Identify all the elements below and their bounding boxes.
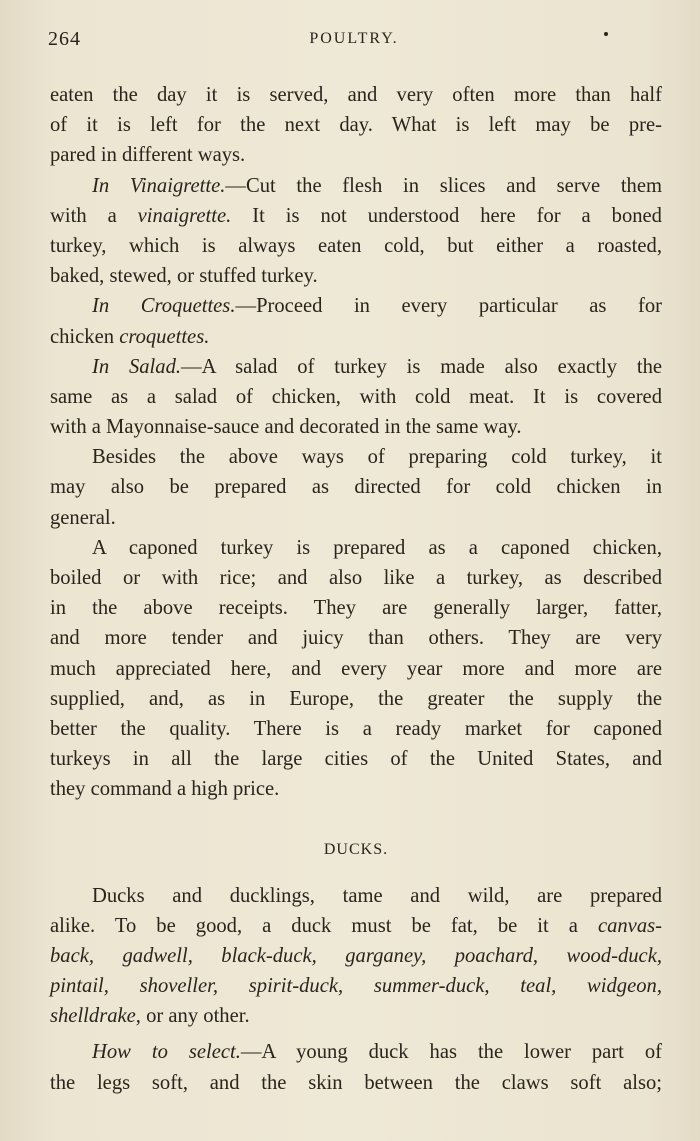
text-line: How to select.—A young duck has the lower part of [92,1041,663,1064]
text-line: boiled or with rice; and also like a turkey, as described [50,567,662,589]
text-line: baked, stewed, or stuffed turkey. [50,265,318,288]
text-line: chicken croquettes. [50,325,210,348]
text-line: much appreciated here, and every year more and more are [50,657,662,680]
subheading-how-to-select: How to select. [92,1041,241,1064]
subheading-vinaigrette: In Vinaigrette. [92,174,226,197]
text-line: back, gadwell, black-duck, garganey, poachard, wood-duck, [50,944,662,967]
text-line: In Croquettes.—Proceed in every particular as for [92,295,662,318]
text-line: eaten the day it is served, and very often more than half [50,84,662,106]
subheading-salad: In Salad. [92,355,182,378]
text-line: they command a high price. [50,778,280,801]
text-line: turkeys in all the large cities of the United States, and [50,748,662,771]
text-line: In Salad.—A salad of turkey is made also exactly the [92,355,662,378]
ink-speck [604,32,608,36]
text-line: A caponed turkey is prepared as a caponed chicken, [92,536,662,559]
text-line: with a vinaigrette. It is not understood here for a boned [50,204,662,227]
text-line: Ducks and ducklings, tame and wild, are prepared [92,884,662,907]
text-line: pared in different ways. [50,144,246,167]
text-line: with a Mayonnaise-sauce and decorated in the same way. [50,416,522,439]
running-head: POULTRY. [309,30,399,47]
text-line: and more tender and juicy than others. They are very [50,627,662,650]
subheading-croquettes: In Croquettes. [92,295,236,318]
text-line: the legs soft, and the skin between the claws soft also; [50,1071,662,1094]
text-line: pintail, shoveller, spirit-duck, summer-duck, teal, widgeon, [50,975,662,998]
text-line: alike. To be good, a duck must be fat, be it a canvas- [50,914,662,937]
section-heading-ducks: DUCKS. [323,840,389,858]
text-line: same as a salad of chicken, with cold meat. It is covered [50,385,662,408]
text-line: supplied, and, as in Europe, the greater the supply the [50,687,662,710]
body-text [50,80,662,1098]
text-line: shelldrake, or any other. [50,1005,250,1028]
text-line: Besides the above ways of preparing cold turkey, it [92,446,662,469]
text-line: In Vinaigrette.—Cut the flesh in slices and serve them [92,174,662,197]
page-number: 264 [48,28,81,50]
text-line: of it is left for the next day. What is left may be pre- [50,114,662,137]
text-line: turkey, which is always eaten cold, but either a roasted, [50,234,662,257]
text-line: better the quality. There is a ready market for caponed [50,717,662,740]
text-line: general. [50,506,116,529]
page-header [48,28,660,58]
text-line: may also be prepared as directed for cold chicken in [50,476,662,499]
text-line: in the above receipts. They are generally larger, fatter, [50,597,662,620]
